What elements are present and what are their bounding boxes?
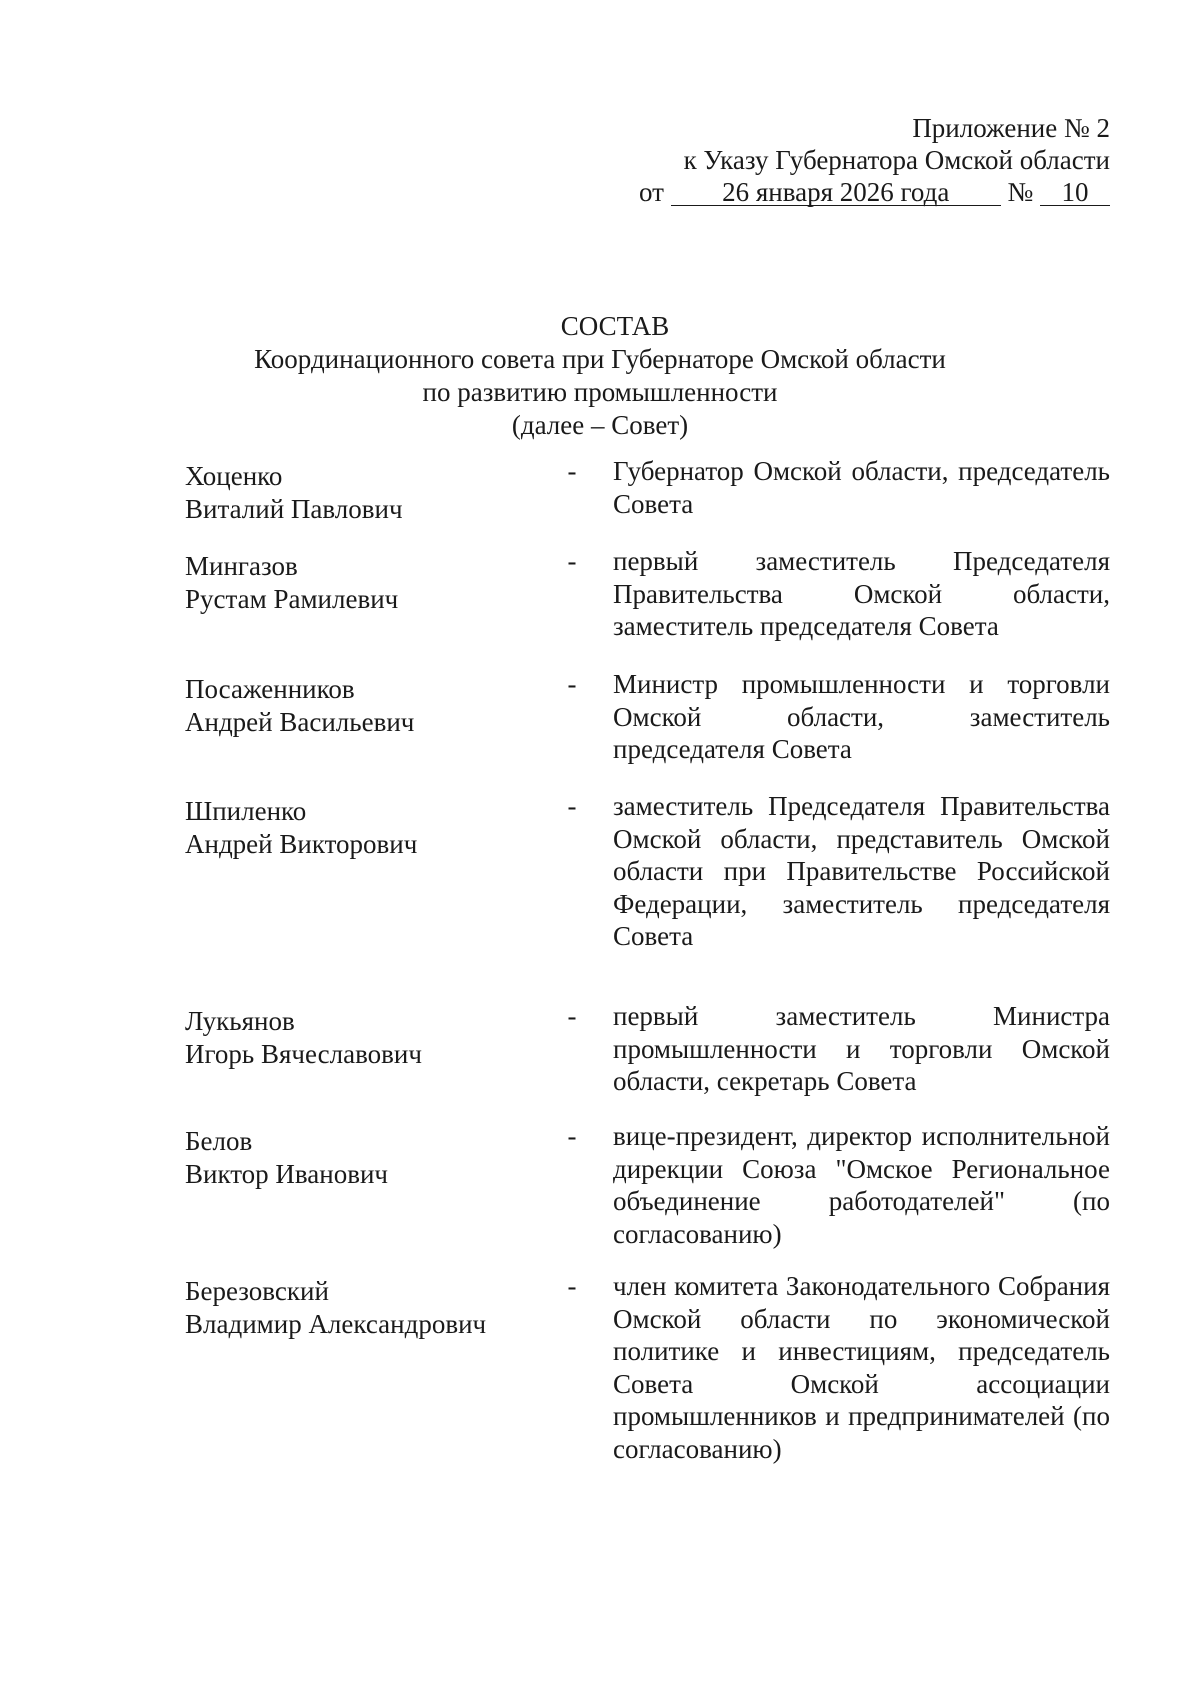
member-name (185, 460, 545, 525)
member-given-names: Виктор Иванович (185, 1158, 389, 1189)
member-surname: Белов (185, 1126, 253, 1156)
member-given-names: Рустам Рамилевич (185, 583, 399, 614)
member-name (185, 795, 545, 860)
member-given-names: Владимир Александрович (185, 1308, 487, 1339)
member-given-names: Андрей Викторович (185, 828, 418, 859)
appendix-decree-reference: к Указу Губернатора Омской области (683, 145, 1110, 175)
member-role: Министр промышленности и торговли Омской области, заместитель председателя Совета (613, 669, 1110, 764)
appendix-reference (639, 112, 1110, 208)
member-role: Губернатор Омской области, председатель Совета (613, 456, 1110, 519)
dash-separator: - (567, 1121, 577, 1151)
member-surname: Шпиленко (185, 796, 307, 826)
member-role: вице-президент, директор исполнительной дирекции Союза "Омское Региональное объединение работодателей" (по согласованию) (613, 1121, 1110, 1249)
member-surname: Посаженников (185, 674, 355, 704)
appendix-date-line (639, 176, 1110, 208)
member-name (185, 550, 545, 615)
member-given-names: Игорь Вячеславович (185, 1038, 422, 1069)
member-surname: Лукьянов (185, 1006, 295, 1036)
date-prefix: от (639, 177, 664, 207)
dash-separator: - (567, 1271, 577, 1301)
dash-separator: - (567, 546, 577, 576)
appendix-number: Приложение № 2 (912, 113, 1110, 143)
title-line-2: по развитию промышленности (422, 377, 778, 407)
title-line-1: Координационного совета при Губернаторе Омской области (254, 344, 946, 374)
member-given-names: Андрей Васильевич (185, 706, 415, 737)
member-name (185, 1275, 545, 1340)
dash-separator: - (567, 1001, 577, 1031)
decree-number: 10 (1040, 179, 1110, 206)
member-name (185, 1125, 545, 1190)
member-surname: Березовский (185, 1276, 329, 1306)
document-title (0, 310, 1200, 442)
dash-separator: - (567, 669, 577, 699)
dash-separator: - (567, 791, 577, 821)
number-prefix: № (1007, 177, 1034, 207)
decree-date: 26 января 2026 года (671, 179, 1001, 206)
member-role: первый заместитель Председателя Правительства Омской области, заместитель председателя Совета (613, 546, 1110, 641)
member-given-names: Виталий Павлович (185, 493, 403, 524)
title-line-3: (далее – Совет) (511, 410, 689, 440)
member-name (185, 673, 545, 738)
title-heading: СОСТАВ (560, 311, 670, 341)
member-role: первый заместитель Министра промышленности и торговли Омской области, секретарь Совета (613, 1001, 1110, 1096)
member-role: член комитета Законодательного Собрания Омской области по экономической политике и инвестициям, председатель Совета Омской ассоциации промышленников и предпринимателей (по согласованию) (613, 1271, 1110, 1464)
member-name (185, 1005, 545, 1070)
member-role: заместитель Председателя Правительства Омской области, представитель Омской области при Правительстве Российской Федерации, заместитель председателя Совета (613, 791, 1110, 951)
dash-separator: - (567, 456, 577, 486)
member-surname: Хоценко (185, 461, 283, 491)
member-surname: Мингазов (185, 551, 298, 581)
